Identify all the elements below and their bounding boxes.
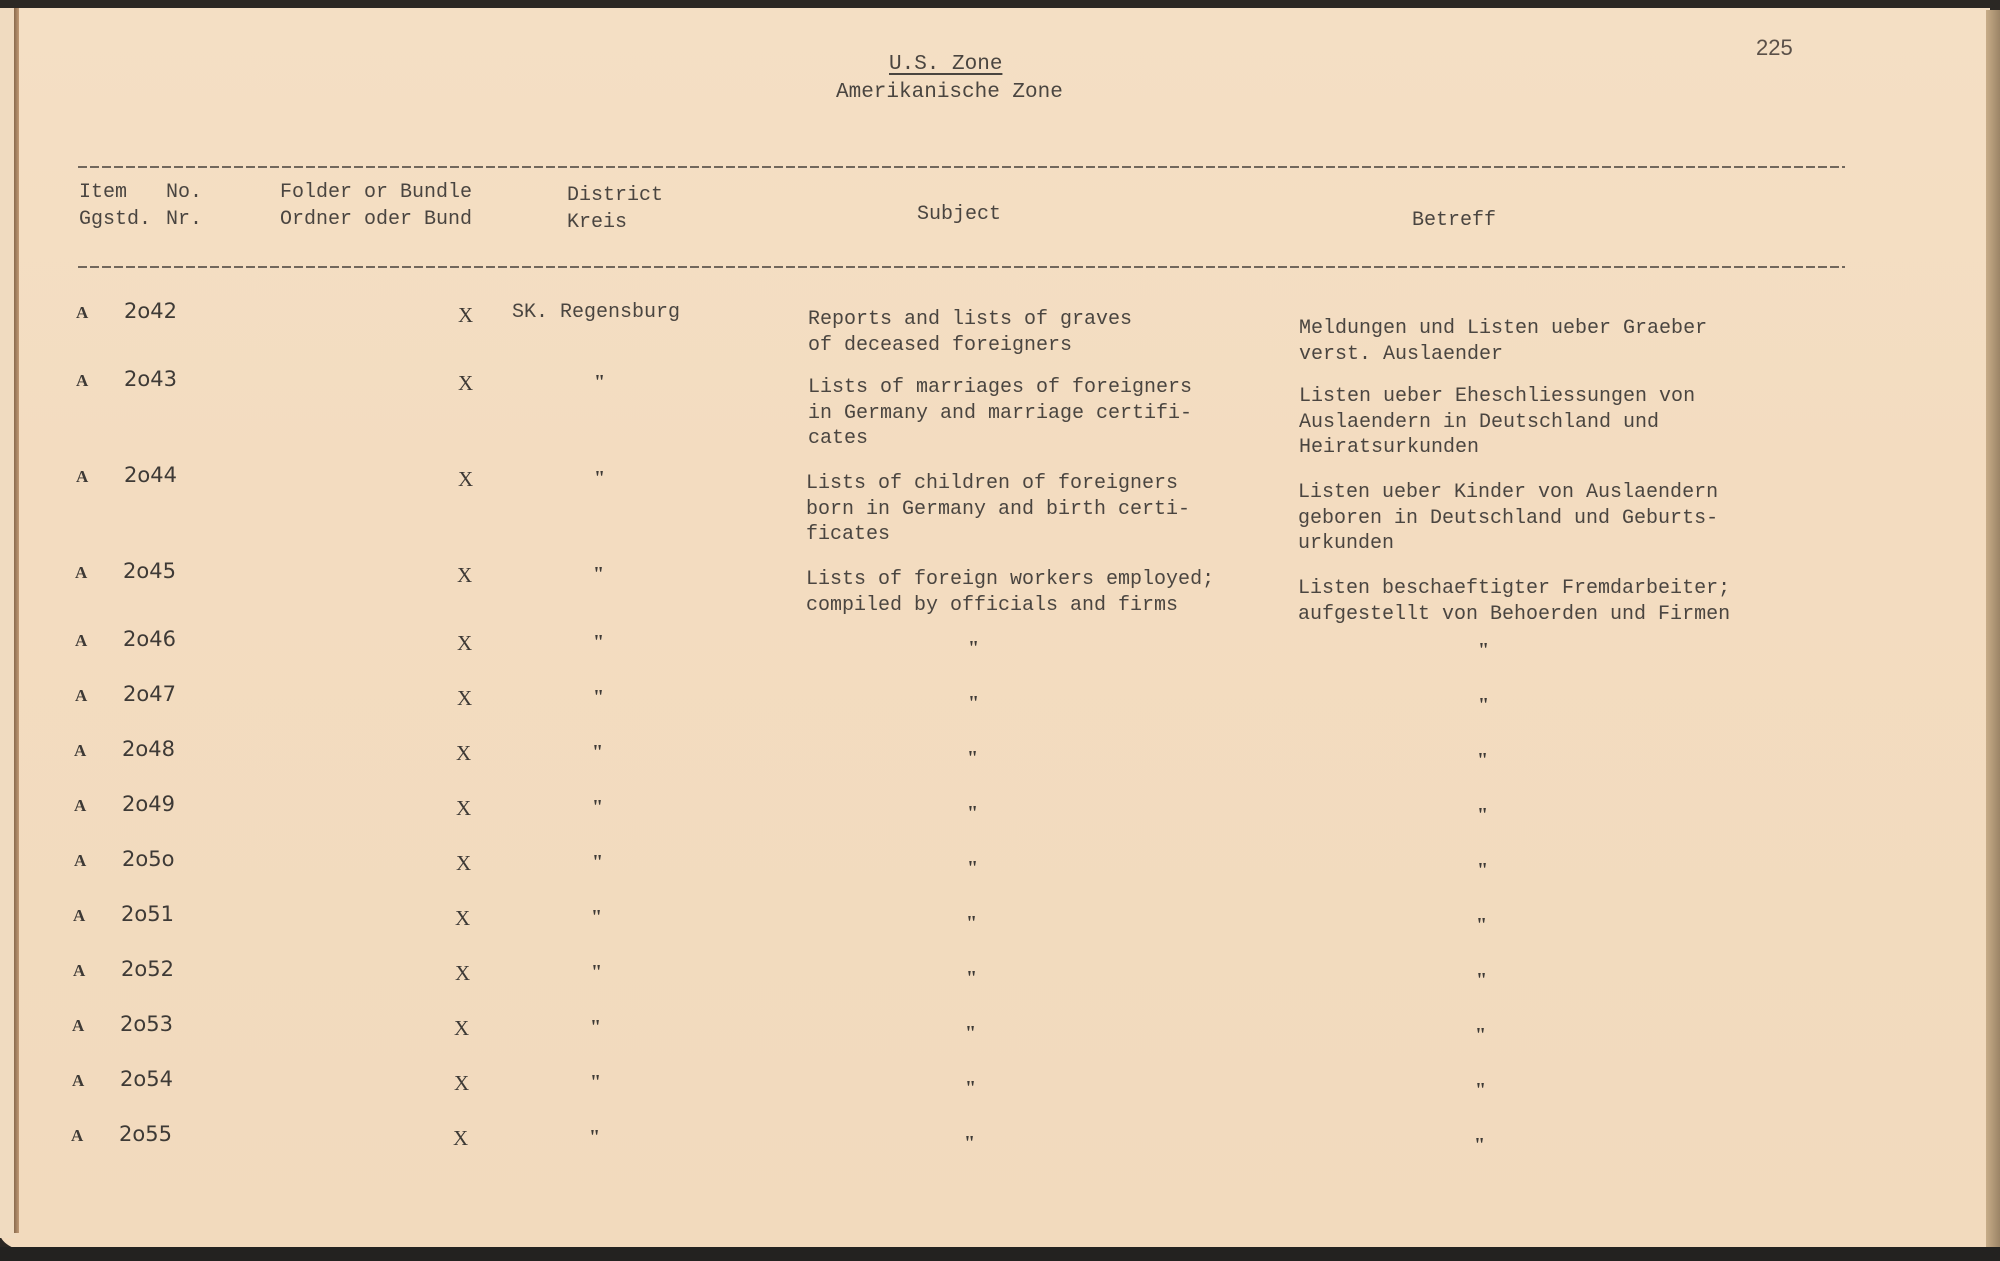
item-number: 2o5o (122, 847, 175, 871)
page-number: 225 (1756, 35, 1793, 60)
folder-mark: X (456, 851, 472, 875)
folder-mark: X (456, 741, 472, 765)
betreff-text: Listen ueber Eheschliessungen von Auslaendern in Deutschland und Heiratsurkunden (1299, 385, 1696, 459)
col-header-no-de: Nr. (166, 208, 203, 231)
folder-mark: X (457, 563, 473, 587)
item-number: 2o44 (124, 463, 177, 487)
col-header-subject: Subject (917, 203, 1002, 226)
header-rule-bottom (78, 266, 1845, 268)
district-ditto: " (593, 686, 605, 708)
district-ditto: " (591, 961, 603, 983)
betreff-ditto: " (1477, 859, 1489, 881)
item-number: 2o49 (122, 792, 175, 816)
folder-mark: X (454, 1016, 470, 1040)
header-rule-top (78, 166, 1845, 168)
subject-ditto: " (965, 1022, 977, 1044)
item-number: 2o47 (123, 682, 176, 706)
betreff-text: Listen ueber Kinder von Auslaendern geboren in Deutschland und Geburts- urkunden (1298, 481, 1719, 555)
district-ditto: " (591, 906, 603, 928)
subject-ditto: " (966, 912, 978, 934)
betreff-text: Meldungen und Listen ueber Graeber verst. Auslaender (1299, 317, 1708, 366)
betreff-ditto: " (1478, 694, 1490, 716)
folder-mark: X (454, 1071, 470, 1095)
binding-gutter-line (14, 8, 19, 1233)
subject-text: Lists of children of foreigners born in Germany and birth certi- ficates (806, 472, 1191, 546)
betreff-ditto: " (1476, 969, 1488, 991)
subject-ditto: " (964, 1132, 976, 1154)
folder-mark: X (458, 303, 474, 327)
item-code: A (74, 851, 87, 870)
item-code: A (73, 906, 86, 925)
subject-ditto: " (967, 857, 979, 879)
col-header-district-de: Kreis (567, 211, 628, 234)
scan-bottom-edge (0, 1247, 2000, 1261)
item-code: A (74, 796, 87, 815)
subject-ditto: " (968, 637, 980, 659)
item-number: 2o55 (119, 1122, 172, 1146)
col-header-no-en: No. (166, 181, 203, 204)
item-code: A (72, 1016, 85, 1035)
folder-mark: X (457, 631, 473, 655)
folder-mark: X (456, 796, 472, 820)
district-name: SK. Regensburg (512, 301, 681, 324)
subject-ditto: " (967, 747, 979, 769)
folder-mark: X (455, 906, 471, 930)
item-code: A (72, 1071, 85, 1090)
district-ditto: " (592, 796, 604, 818)
page-right-edge (1986, 10, 2000, 1255)
item-number: 2o52 (121, 957, 174, 981)
col-header-folder-de: Ordner oder Bund (280, 208, 473, 231)
page-title: U.S. Zone (889, 53, 1003, 76)
item-number: 2o54 (120, 1067, 173, 1091)
betreff-text: Listen beschaeftigter Fremdarbeiter; aufgestellt von Behoerden und Firmen (1298, 577, 1731, 626)
item-code: A (71, 1126, 84, 1145)
col-header-item-en: Item (79, 181, 128, 204)
item-code: A (73, 961, 86, 980)
district-ditto: " (590, 1071, 602, 1093)
district-ditto: " (593, 631, 605, 653)
folder-mark: X (455, 961, 471, 985)
item-number: 2o42 (124, 299, 177, 323)
subject-ditto: " (968, 692, 980, 714)
item-code: A (76, 467, 89, 486)
subject-text: Lists of foreign workers employed; compiled by officials and firms (806, 568, 1215, 617)
folder-mark: X (457, 686, 473, 710)
betreff-ditto: " (1477, 804, 1489, 826)
col-header-item-de: Ggstd. (79, 208, 152, 231)
item-number: 2o48 (122, 737, 175, 761)
col-header-betreff: Betreff (1412, 209, 1497, 232)
item-code: A (76, 371, 89, 390)
district-ditto: " (592, 851, 604, 873)
item-number: 2o46 (123, 627, 176, 651)
item-code: A (76, 303, 89, 322)
subject-text: Reports and lists of graves of deceased foreigners (808, 308, 1133, 357)
item-number: 2o53 (120, 1012, 173, 1036)
col-header-folder-en: Folder or Bundle (280, 181, 473, 204)
subject-ditto: " (966, 967, 978, 989)
col-header-district-en: District (567, 184, 664, 207)
betreff-ditto: " (1474, 1134, 1486, 1156)
subject-text: Lists of marriages of foreigners in Germany and marriage certifi- cates (808, 376, 1193, 450)
district-ditto: " (589, 1126, 601, 1148)
betreff-ditto: " (1476, 914, 1488, 936)
page-subtitle: Amerikanische Zone (836, 81, 1063, 104)
betreff-ditto: " (1478, 639, 1490, 661)
item-code: A (75, 686, 88, 705)
district-ditto: " (594, 467, 606, 489)
item-number: 2o43 (124, 367, 177, 391)
folder-mark: X (458, 371, 474, 395)
item-number: 2o51 (121, 902, 174, 926)
subject-ditto: " (965, 1077, 977, 1099)
folder-mark: X (453, 1126, 469, 1150)
district-ditto: " (592, 741, 604, 763)
item-number: 2o45 (123, 559, 176, 583)
item-code: A (75, 631, 88, 650)
district-ditto: " (590, 1016, 602, 1038)
item-code: A (75, 563, 88, 582)
item-code: A (74, 741, 87, 760)
district-ditto: " (594, 371, 606, 393)
folder-mark: X (458, 467, 474, 491)
betreff-ditto: " (1475, 1079, 1487, 1101)
subject-ditto: " (967, 802, 979, 824)
betreff-ditto: " (1475, 1024, 1487, 1046)
betreff-ditto: " (1477, 749, 1489, 771)
district-ditto: " (593, 563, 605, 585)
